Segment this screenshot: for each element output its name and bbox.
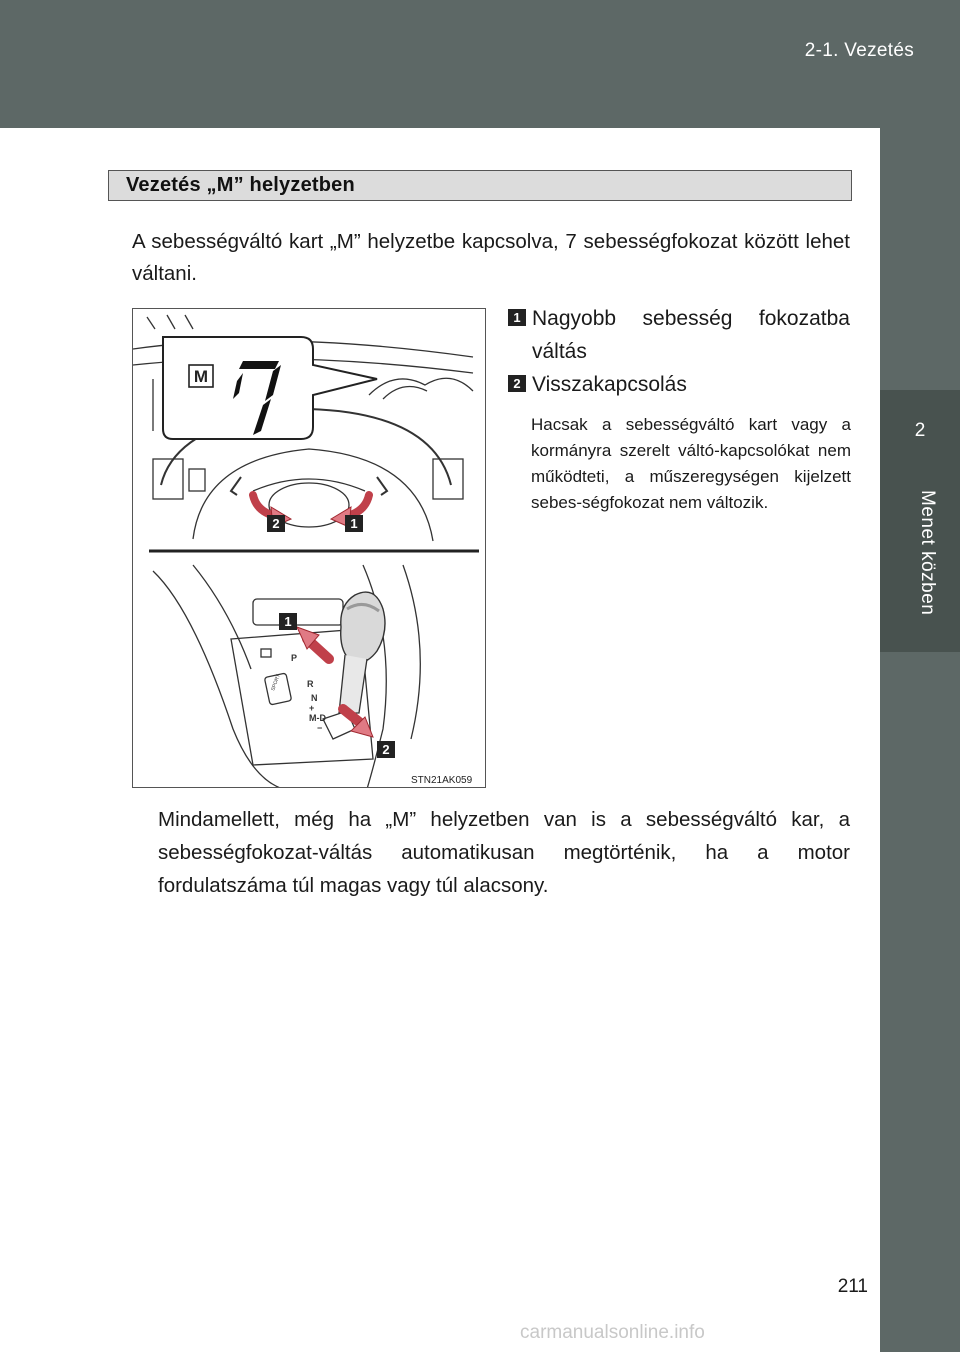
legend-badge-1: 1: [508, 309, 526, 326]
display-gear-value: 7: [313, 333, 314, 334]
callout-1-label: 1: [350, 516, 358, 531]
callout-1-lever-label: 1: [284, 614, 292, 629]
switch-panel: [153, 459, 183, 499]
outro-paragraph: Mindamellett, még ha „M” helyzetben van is a sebességváltó kar, a sebességfokozat-váltás automatikusan megtörténik, ha a motor fordulatszáma túl magas vagy túl alacsony.: [158, 808, 850, 897]
legend-text-upshift: Nagyobb sebesség fokozatba váltás: [532, 307, 850, 363]
gate-label-r: R: [307, 679, 314, 689]
dash-line: [167, 315, 175, 329]
switch-panel: [433, 459, 463, 499]
steering-spoke: [253, 479, 365, 491]
dash-line: [185, 315, 193, 329]
gear-shift-illustration: [132, 308, 486, 788]
gate-label-minus: −: [317, 723, 323, 733]
dash-line: [147, 317, 155, 329]
mode-indicator-label: M: [193, 367, 209, 386]
gate-label-md: M-D: [309, 713, 326, 723]
gate-label-plus: +: [309, 703, 315, 713]
header-band: [0, 0, 960, 128]
console-outline: [193, 565, 251, 669]
section-breadcrumb: 2-1. Vezetés: [804, 40, 914, 61]
left-paddle: [231, 477, 241, 495]
illustration-svg: [133, 309, 486, 788]
right-paddle: [377, 477, 387, 495]
callout-2-label: 2: [272, 516, 280, 531]
illustration-code: STN21AK059: [411, 775, 473, 786]
vent: [153, 379, 163, 431]
console-outline: [153, 571, 283, 788]
watermark: carmanualsonline.info: [520, 1322, 705, 1343]
shift-knob: [341, 592, 385, 663]
side-tab-upper: [880, 128, 960, 390]
side-tab-lower: [880, 652, 960, 1352]
switch-panel: [189, 469, 205, 491]
gate-label-p: P: [291, 653, 298, 663]
chapter-title: Menet közben: [917, 490, 938, 616]
legend-text-downshift: Visszakapcsolás: [532, 373, 687, 396]
legend-badge-2: 2: [508, 375, 526, 392]
console-panel: [253, 599, 343, 625]
callout-2-lever-label: 2: [382, 742, 390, 757]
indicator-light: [261, 649, 271, 657]
sport-button-label: SPORT: [270, 673, 282, 692]
gauge-cluster: [383, 387, 427, 400]
intro-paragraph: A sebességváltó kart „M” helyzetbe kapcsolva, 7 sebességfokozat között lehet váltani.: [132, 230, 850, 285]
console-outline: [403, 565, 420, 739]
page-number: 211: [837, 1276, 868, 1297]
gate-label-n: N: [311, 693, 318, 703]
gauge-cluster: [369, 378, 473, 395]
chapter-number: 2: [914, 420, 926, 441]
section-heading: Vezetés „M” helyzetben: [108, 170, 852, 201]
note-paragraph: Hacsak a sebességváltó kart vagy a kormányra szerelt váltó-kapcsolókat nem működteti, a műszeregységen kijelzett sebes-ségfokozat nem változik.: [531, 415, 851, 512]
